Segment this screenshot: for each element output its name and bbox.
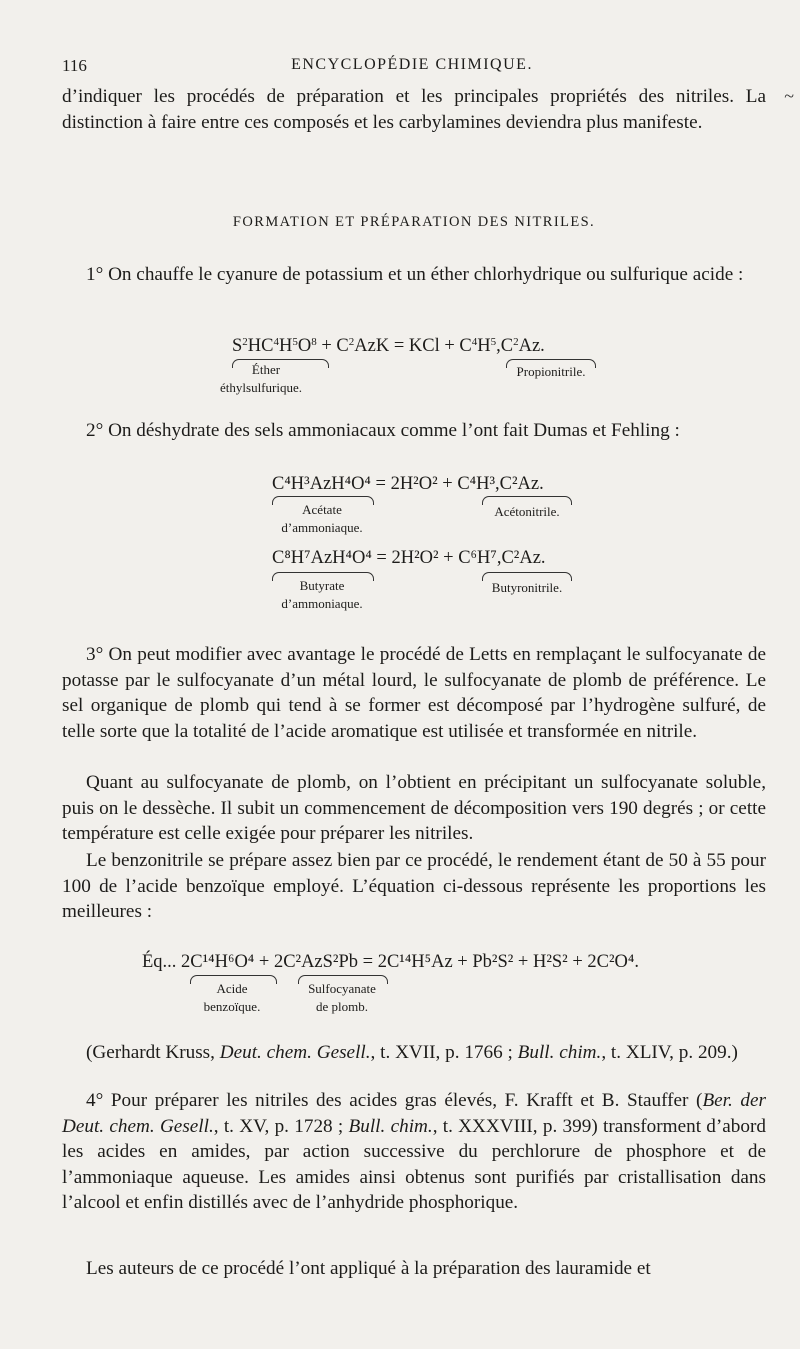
label-acetate-ammoniaque: d’ammoniaque.: [281, 520, 363, 535]
label-ether: Éther: [251, 362, 281, 377]
section-heading: FORMATION ET PRÉPARATION DES NITRILES.: [232, 214, 596, 230]
header-title: ENCYCLOPÉDIE CHIMIQUE.: [291, 56, 533, 73]
running-head: [62, 56, 762, 80]
paragraph-method-1: 1° On chauffe le cyanure de potassium et un éther chlorhydrique ou sulfurique acide :: [86, 264, 744, 285]
label-acetonitrile: Acétonitrile.: [494, 504, 560, 519]
paragraph-lauramide: Les auteurs de ce procédé l’ont appliqué à la préparation des lauramide et: [86, 1258, 651, 1279]
equation-3: C⁸H⁷AzH⁴O⁴ = 2H²O² + C⁶H⁷,C²Az.: [272, 548, 546, 568]
label-butyrate: Butyrate: [299, 578, 345, 593]
label-butyronitrile: Butyronitrile.: [491, 580, 563, 595]
label-acide: Acide: [216, 981, 248, 996]
equation-4: Éq... 2C¹⁴H⁶O⁴ + 2C²AzS²Pb = 2C¹⁴H⁵Az + Pb²S² + H²S² + 2C²O⁴.: [142, 952, 639, 972]
margin-mark: ~: [784, 86, 794, 106]
paragraph-intro: d’indiquer les procédés de préparation et les principales propriétés des nitriles. La distinction à faire entre ces composés et les carbylamines deviendra plus manifeste.: [62, 86, 766, 133]
paragraph-sulfocyanate: Quant au sulfocyanate de plomb, on l’obtient en précipitant un sulfocyanate soluble, puis on le dessèche. Il subit un commencement de décomposition vers 190 degrés ; or cette température est celle exigée pour préparer les nitriles.: [62, 772, 766, 844]
equation-1: $S^2HC^4H^5O^8 + C^2AzK$ = KCl + $C^4H^5,C^2Az$.: [232, 336, 545, 356]
paragraph-benzonitrile: Le benzonitrile se prépare assez bien par ce procédé, le rendement étant de 50 à 55 pour 100 de l’acide benzoïque employé. L’équation ci-dessous représente les proportions les meilleures :: [62, 850, 766, 922]
label-ethylsulfurique: éthylsulfurique.: [220, 380, 302, 395]
label-butyrate-ammoniaque: d’ammoniaque.: [281, 596, 363, 611]
label-sulfocyanate: Sulfocyanate: [308, 981, 376, 996]
paragraph-method-2: 2° On déshydrate des sels ammoniacaux comme l’ont fait Dumas et Fehling :: [86, 420, 680, 441]
paragraph-method-3: 3° On peut modifier avec avantage le procédé de Letts en remplaçant le sulfocyanate de potasse par le sulfocyanate d’un métal lourd, le sulfocyanate de plomb de préférence. Le sel organique de plomb qui tend à se former est décomposé par l’hydrogène sulfuré, de telle sorte que la totalité de l’acide aromatique est utilisée et transformée en nitrile.: [62, 644, 766, 742]
paragraph-method-4: 4° Pour préparer les nitriles des acides gras élevés, F. Krafft et B. Stauffer (Ber. der Deut. chem. Gesell., t. XV, p. 1728 ; Bull. chim., t. XXXVIII, p. 399) transforment d’abord les acides en amides, par action successive du perchlorure de phosphore et de l’ammoniaque aqueuse. Les amides ainsi obtenus sont purifiés par cristallisation dans l’alcool et enfin distillés avec de l’anhydride phosphorique.: [62, 1090, 766, 1213]
label-acetate: Acétate: [302, 502, 342, 517]
equation-2: C⁴H³AzH⁴O⁴ = 2H²O² + C⁴H³,C²Az.: [272, 474, 544, 494]
reference-kruss: (Gerhardt Kruss, Deut. chem. Gesell., t. XVII, p. 1766 ; Bull. chim., t. XLIV, p. 209.): [86, 1042, 738, 1063]
page-number: 116: [62, 56, 87, 75]
label-propionitrile: Propionitrile.: [516, 364, 586, 379]
label-de-plomb: de plomb.: [316, 999, 368, 1014]
label-benzoique: benzoïque.: [203, 999, 261, 1014]
